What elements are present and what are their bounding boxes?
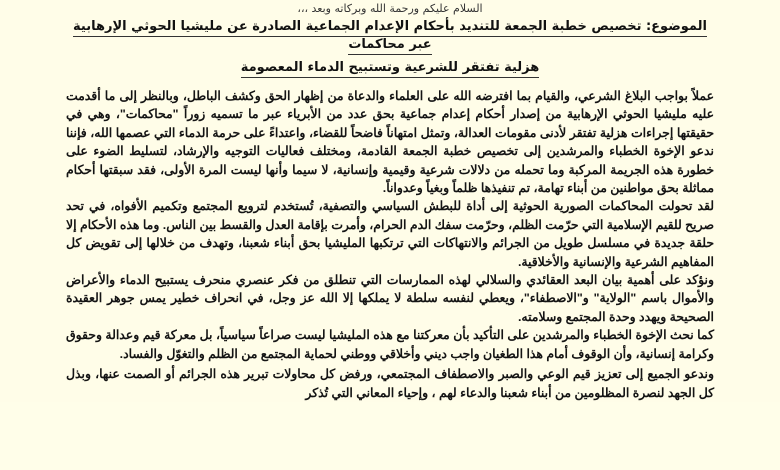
paragraph-urge: كما نحث الإخوة الخطباء والمرشدين على التأكيد بأن معركتنا مع هذه المليشيا ليست صراعاً سياسياً، بل معركة قيم وعدالة وحقوق وكرامة إنسانية، وأن الوقوف أمام هذا الطغيان واجب ديني وأخلاقي ووطني لحماية المجتمع من الظلم والتغوّل والفساد. (66, 328, 714, 361)
subject-line-2 (60, 59, 720, 77)
subject-heading (60, 18, 720, 77)
document-body (66, 87, 714, 402)
subject-text-1: الموضوع: تخصيص خطبة الجمعة للتنديد بأحكام الإعدام الجماعية الصادرة عن مليشيا الحوثي الإرهابية عبر محاكمات (73, 19, 707, 55)
paragraph-intro: عملاً بواجب البلاغ الشرعي، والقيام بما افترضه الله على العلماء والدعاة من إظهار الحق وكشف الباطل، وبالنظر إلى ما أقدمت عليه مليشيا الحوثي الإرهابية من إصدار أحكام إعدام جماعية بحق عدد من الأبرياء عبر ما تسميه زوراً "محاكمات"، وهي في حقيقتها إجراءات هزلية تفتقر لأدنى مقومات العدالة، وتمثل امتهاناً فاضحاً للقضاء، واعتداءً على حرمة الدماء التي عصمها الله، فإننا ندعو الإخوة الخطباء والمرشدين إلى تخصيص خطبة الجمعة القادمة، ومختلف فعاليات التوجيه والإرشاد، لتسليط الضوء على خطورة هذه الجريمة المركبة وما تحمله من دلالات شرعية وقيمية وإنسانية، لا سيما وأنها ليست المرة الأولى، فقد سبقتها أحكام مماثلة بحق مواطنين من أبناء تهامة، تم تنفيذها ظلماً وبغياً وعدواناً. (66, 89, 714, 196)
subject-text-2: هزلية تفتقر للشرعية وتستبيح الدماء المعصومة (241, 60, 540, 78)
subject-line-1 (60, 18, 720, 54)
paragraph-ideology: ونؤكد على أهمية بيان البعد العقائدي والسلالي لهذه الممارسات التي تنطلق من فكر عنصري منحرف يستبيح الدماء والأعراض والأموال باسم "الولاية" و"الاصطفاء"، ويعطي لنفسه سلطة لا يملكها إلا الله عز وجل، في انحراف خطير يمس جوهر العقيدة الصحيحة ويهدد وحدة المجتمع وسلامته. (66, 273, 714, 324)
paragraph-trials: لقد تحولت المحاكمات الصورية الحوثية إلى أداة للبطش السياسي والتصفية، تُستخدم لترويع المجتمع وتكميم الأفواه، في تحد صريح للقيم الإسلامية التي حرّمت الظلم، وحرّمت سفك الدم الحرام، وأمرت بإقامة العدل والقسط بين الناس. وما هذه الأحكام إلا حلقة جديدة في مسلسل طويل من الجرائم والانتهاكات التي ترتكبها المليشيا بحق أبناء شعبنا، وتهدف من خلالها إلى تقويض كل المفاهيم الشرعية والإنسانية والأخلاقية. (66, 199, 714, 269)
greeting-line: السلام عليكم ورحمة الله وبركاته وبعد ،،، (297, 2, 483, 15)
paragraph-call: وندعو الجميع إلى تعزيز قيم الوعي والصبر والاصطفاف المجتمعي، ورفض كل محاولات تبرير هذه الجرائم أو الصمت عنها، وبذل كل الجهد لنصرة المظلومين من أبناء شعبنا والدعاء لهم ، وإحياء المعاني التي تُذكر (66, 367, 714, 400)
